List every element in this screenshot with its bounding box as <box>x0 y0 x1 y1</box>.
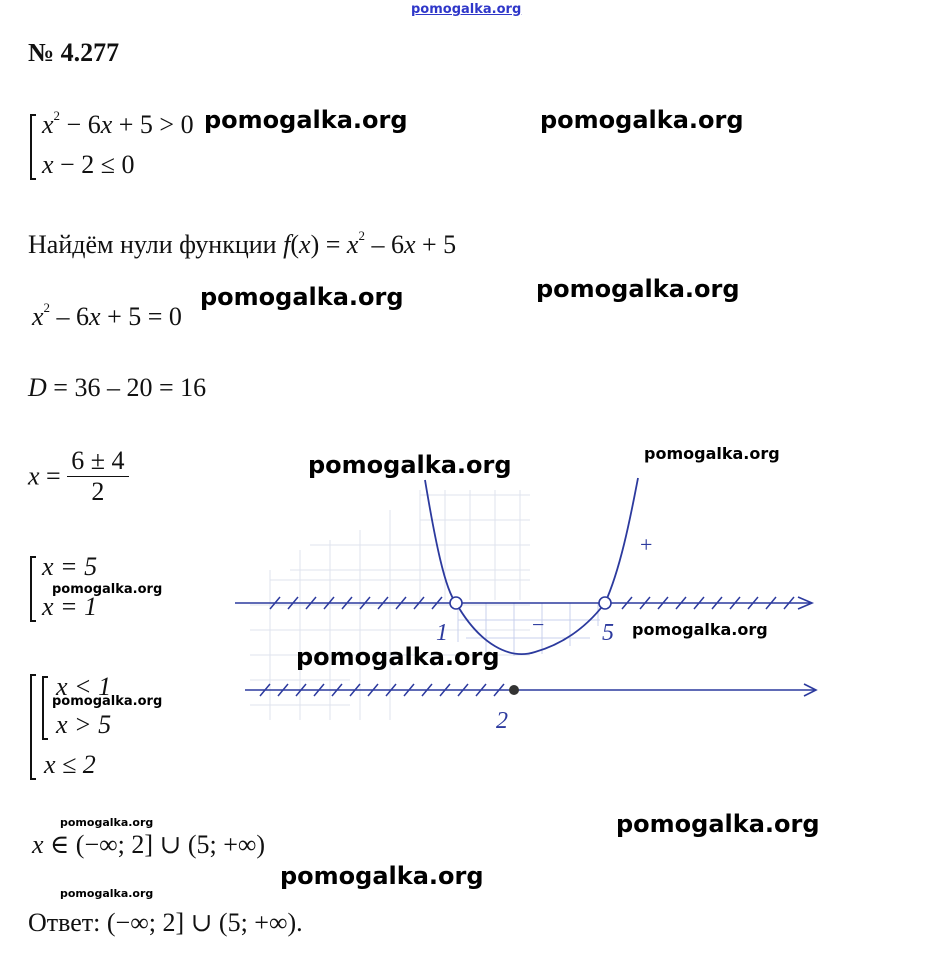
watermark: pomogalka.org <box>296 643 500 671</box>
system1-line2: x − 2 ≤ 0 <box>42 150 135 179</box>
cond-x-greater-5: x > 5 <box>56 710 112 739</box>
system-bracket-1 <box>30 114 32 180</box>
watermark-top[interactable]: pomogalka.org <box>411 2 522 17</box>
root-5: x = 5 <box>42 552 98 581</box>
plus-sign: + <box>640 532 653 557</box>
root-point-1 <box>450 597 462 609</box>
watermark: pomogalka.org <box>204 106 408 134</box>
label-5: 5 <box>602 620 614 646</box>
watermark: pomogalka.org <box>280 862 484 890</box>
system2-inner-bracket <box>42 676 44 740</box>
watermark: pomogalka.org <box>308 451 512 479</box>
label-1: 1 <box>436 620 448 646</box>
root-1: x = 1 <box>42 592 98 621</box>
point-2 <box>509 685 519 695</box>
problem-number: № 4.277 <box>28 38 120 67</box>
watermark: pomogalka.org <box>52 582 163 597</box>
watermark: pomogalka.org <box>60 887 154 900</box>
find-zeros-line: Найдём нули функции $f(x) = x^2 - 6x + 5$ <box>28 228 457 259</box>
quadratic-equation: $x^2 - 6x + 5 = 0$ <box>32 300 182 331</box>
roots-bracket <box>30 556 32 622</box>
system2-outer-bracket <box>30 674 32 780</box>
watermark: pomogalka.org <box>536 275 740 303</box>
root-point-5 <box>599 597 611 609</box>
roots-formula: x = $\frac{6 \pm 4}{2}$ <box>28 446 129 507</box>
cond-x-less-1: x < 1 <box>56 672 112 701</box>
watermark: pomogalka.org <box>616 810 820 838</box>
minus-sign: − <box>532 612 545 637</box>
discriminant-line: D = 36 – 20 = 16 <box>28 373 207 402</box>
watermark: pomogalka.org <box>632 620 768 639</box>
watermark: pomogalka.org <box>200 283 404 311</box>
watermark: pomogalka.org <box>52 694 163 709</box>
system1-line1: $x^2 - 6x + 5 > 0$ <box>42 108 194 139</box>
axis-1 <box>235 597 812 609</box>
cond-x-le-2: x ≤ 2 <box>44 750 96 779</box>
label-2: 2 <box>496 708 508 734</box>
answer-line: Ответ: (−∞; 2] ∪ (5; +∞). <box>28 908 303 937</box>
solution-line: x ∈ (−∞; 2] ∪ (5; +∞) <box>32 830 266 859</box>
watermark: pomogalka.org <box>644 444 780 463</box>
axis-2 <box>245 684 816 696</box>
watermark: pomogalka.org <box>60 816 154 829</box>
watermark: pomogalka.org <box>540 106 744 134</box>
